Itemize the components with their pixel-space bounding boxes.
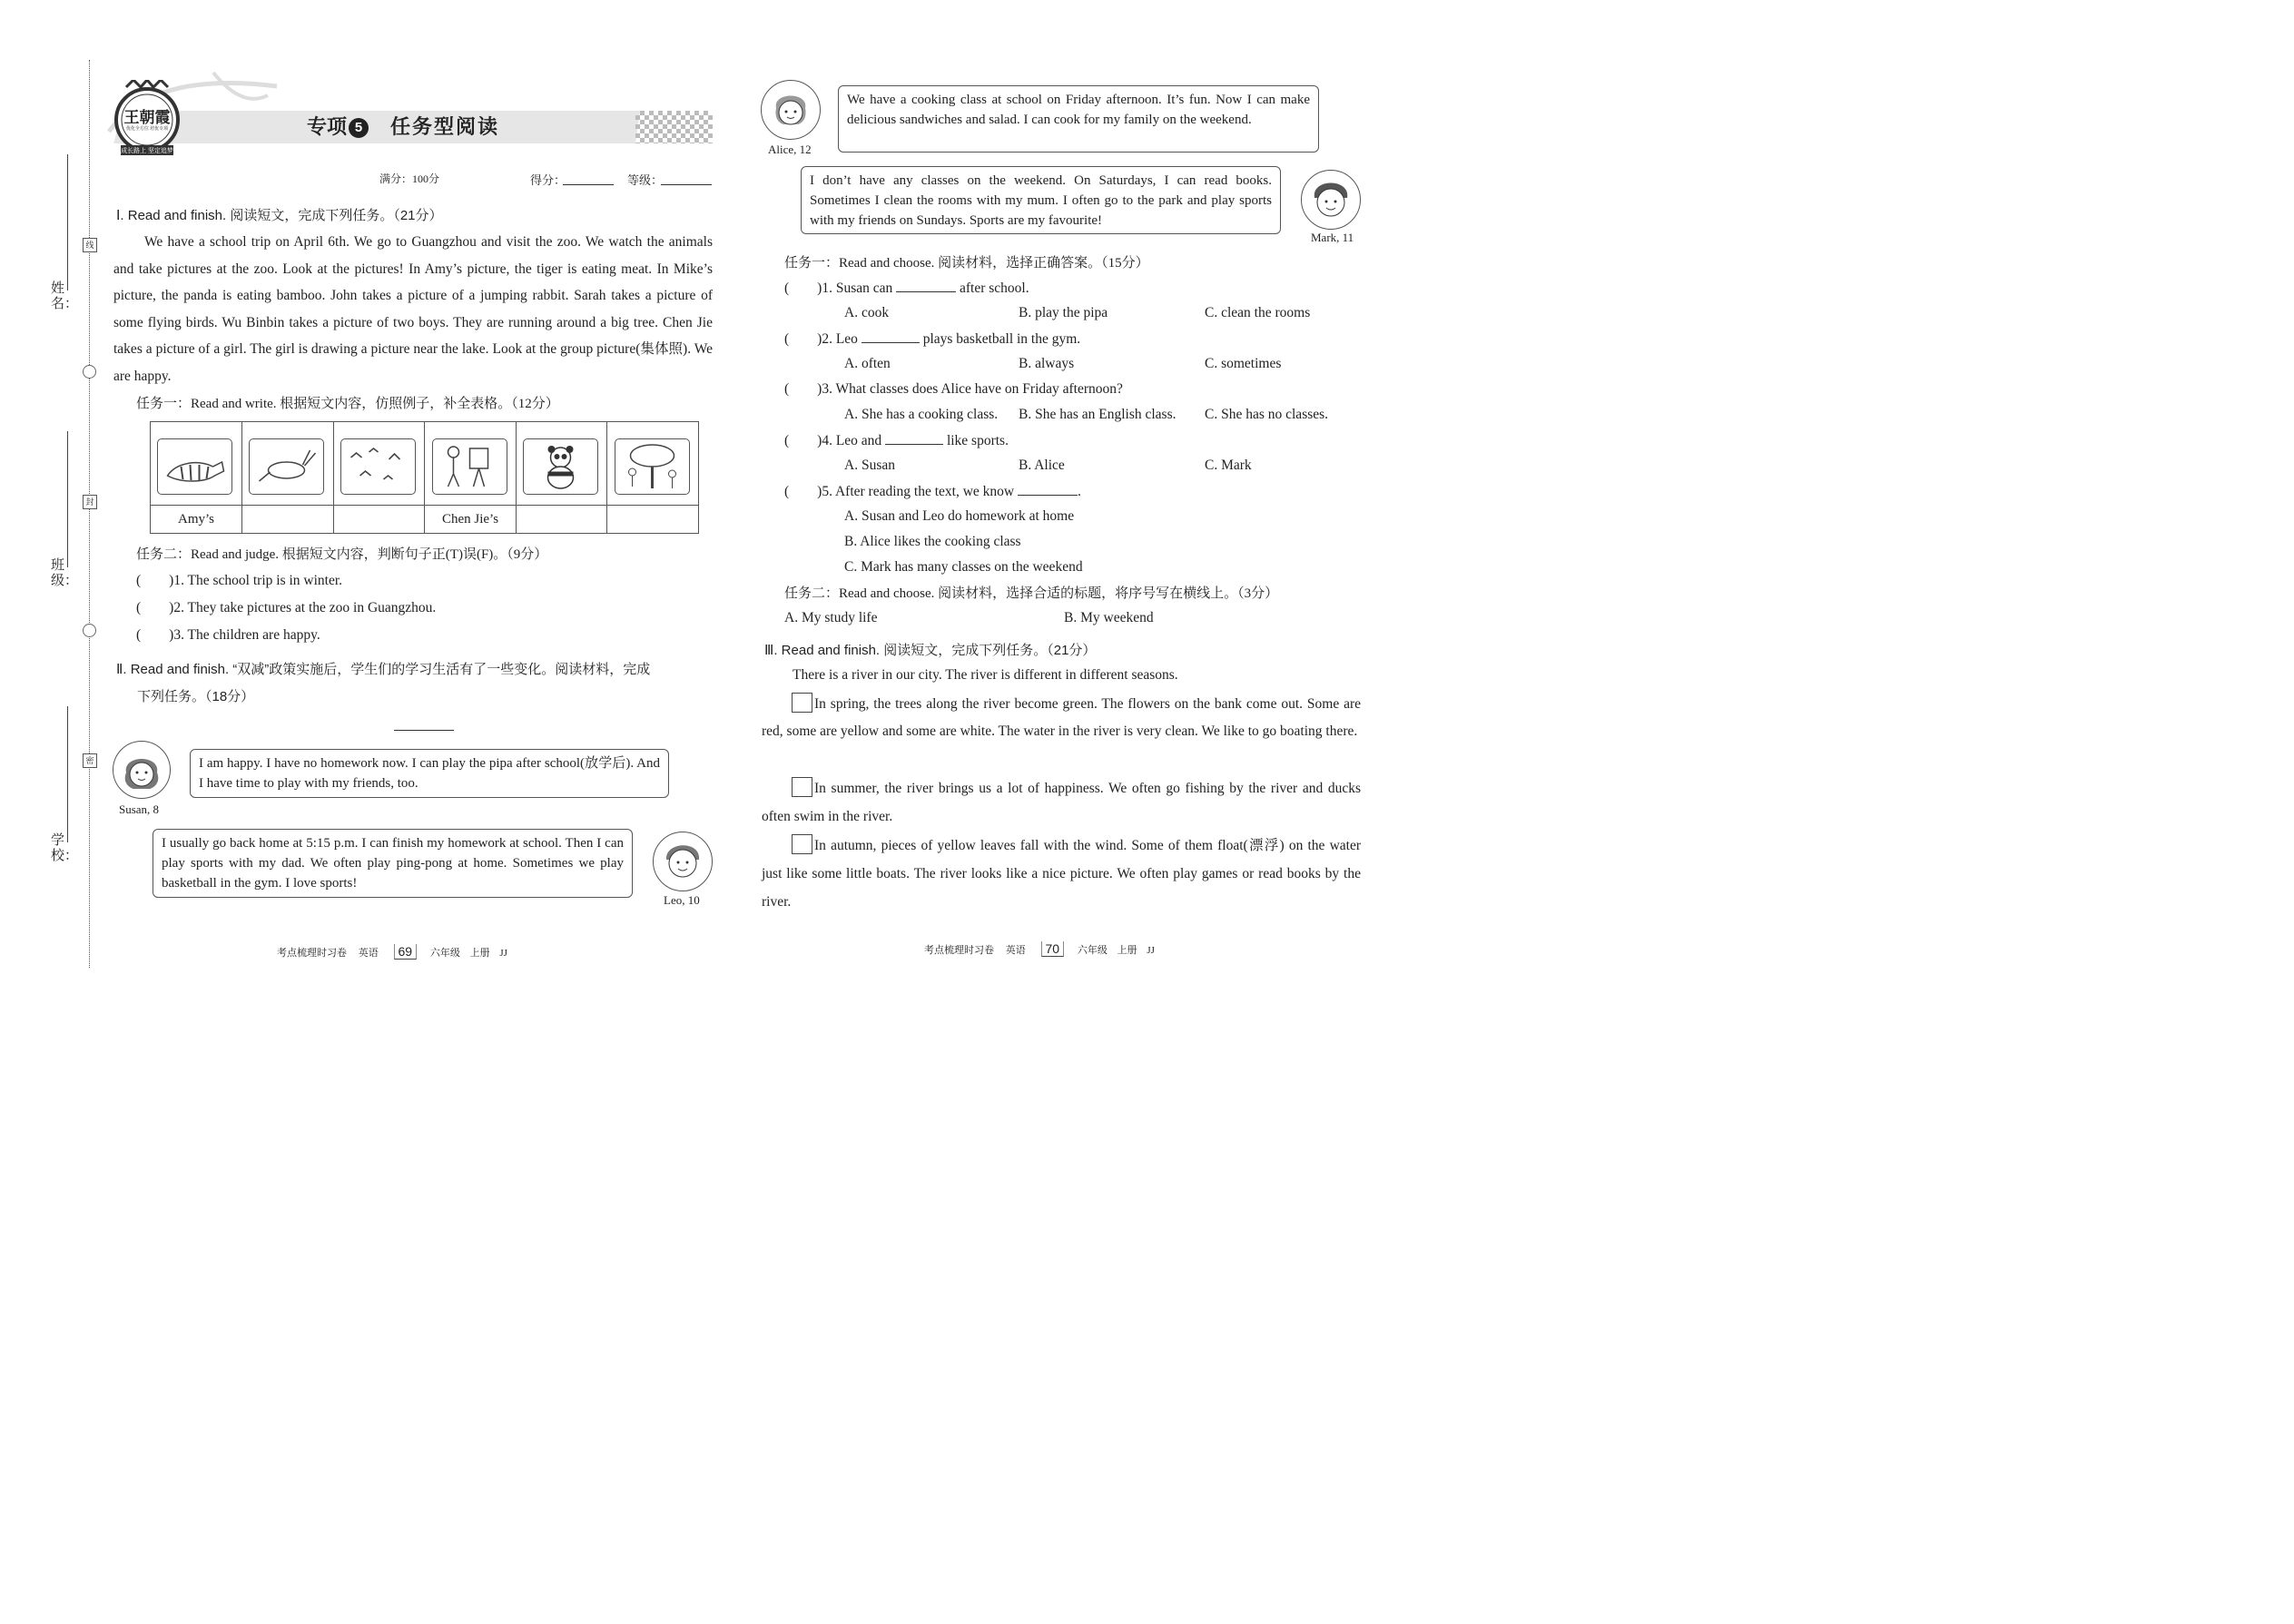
- choice-question[interactable]: [784, 380, 1123, 399]
- name-label: 姓名：: [51, 281, 79, 311]
- mark-speech-bubble: I don’t have any classes on the weekend. On Saturdays, I can read books. Sometimes I clean the rooms with my mum. I often go to the park and play sports with my friends on Sundays. Sports are my favourite!: [801, 166, 1281, 234]
- boy-face-icon: [654, 832, 712, 891]
- question-stem-end: .: [1077, 484, 1081, 499]
- option-c[interactable]: C. Mark: [1205, 458, 1252, 473]
- answer-paren[interactable]: ( ): [784, 281, 822, 296]
- alice-label: Alice, 12: [768, 143, 812, 156]
- answer-blank[interactable]: [896, 279, 956, 292]
- footer-term: 上册: [469, 948, 490, 959]
- answer-paren[interactable]: ( ): [784, 381, 822, 397]
- susan-speech-bubble: I am happy. I have no homework now. I can play the pipa after school(放学后). And I have time to play with my friends, too.: [190, 749, 669, 798]
- question-stem: 4. Leo and: [822, 433, 882, 448]
- answer-blank[interactable]: [861, 330, 920, 343]
- question-stem: 2. Leo: [822, 331, 858, 347]
- section-2-task-1: 任务一：Read and choose. 阅读材料，选择正确答案。（15分）: [784, 256, 1149, 271]
- binding-ornament-icon: [83, 624, 96, 637]
- table-answer-cell[interactable]: [334, 506, 424, 533]
- judge-item[interactable]: ( )1. The school trip is in winter.: [136, 573, 343, 588]
- option-c[interactable]: C. clean the rooms: [1205, 305, 1311, 320]
- rabbit-picture: [249, 438, 324, 495]
- title-answer-box[interactable]: [792, 834, 812, 854]
- footer-series: 考点梳理时习卷: [924, 945, 994, 956]
- section-1-heading: Ⅰ. Read and finish. 阅读短文，完成下列任务。（21分）: [116, 208, 443, 223]
- answer-paren[interactable]: ( ): [784, 433, 822, 448]
- birds-picture: [340, 438, 416, 495]
- title-option-b[interactable]: B. My weekend: [1064, 610, 1154, 625]
- alice-avatar: [761, 80, 821, 140]
- mark-label: Mark, 11: [1311, 231, 1354, 244]
- tiger-picture: [157, 438, 232, 495]
- autumn-paragraph: [762, 832, 1361, 916]
- score-field[interactable]: [563, 184, 614, 185]
- section-3-intro: There is a river in our city. The river is different in different seasons.: [793, 667, 1178, 683]
- susan-label: Susan, 8: [119, 802, 160, 816]
- page-number: 70: [1041, 941, 1065, 957]
- full-score: 满分：100分: [379, 172, 440, 185]
- option-b[interactable]: B. always: [1019, 356, 1075, 371]
- mark-avatar: [1301, 170, 1361, 230]
- section-3-heading: Ⅲ. Read and finish. 阅读短文，完成下列任务。（21分）: [764, 643, 1097, 658]
- option-c[interactable]: C. sometimes: [1205, 356, 1282, 371]
- judge-item[interactable]: ( )2. They take pictures at the zoo in Guangzhou.: [136, 600, 437, 615]
- option-b[interactable]: B. play the pipa: [1019, 305, 1108, 320]
- footer-grade: 六年级: [1077, 945, 1108, 956]
- footer-edition: JJ: [499, 948, 507, 959]
- table-cell-name: Amy’s: [177, 512, 214, 527]
- choice-question[interactable]: [784, 482, 1081, 501]
- girl-drawing-picture: [432, 438, 507, 495]
- option-a[interactable]: A. cook: [844, 305, 890, 320]
- table-cell-name: Chen Jie’s: [441, 512, 499, 527]
- class-line: [67, 431, 68, 567]
- boy-face-icon: [1302, 171, 1360, 229]
- table-answer-cell[interactable]: [242, 506, 333, 533]
- leo-speech-bubble: I usually go back home at 5:15 p.m. I can finish my homework at school. Then I can play sports with my dad. We often play ping-pong at home. Sometimes we play basketball in the gym. I love sports!: [153, 829, 633, 898]
- score-bar: [379, 171, 714, 189]
- school-line: [67, 706, 68, 842]
- leo-label: Leo, 10: [664, 893, 700, 907]
- leo-avatar: [653, 832, 713, 891]
- footer-term: 上册: [1117, 945, 1137, 956]
- worksheet-page: [0, 0, 1404, 994]
- answer-paren[interactable]: ( ): [784, 484, 822, 499]
- spring-text: In spring, the trees along the river become green. The flowers on the bank come out. Some are red, some are yellow and some are white. The water in the river is very clean. We like to go boating there.: [762, 696, 1361, 739]
- footer-edition: JJ: [1147, 945, 1155, 956]
- section-1-task-1: 任务一：Read and write. 根据短文内容，仿照例子，补全表格。（12分）: [136, 397, 559, 411]
- seal-char-xian: 线: [83, 238, 97, 252]
- table-answer-cell[interactable]: [607, 506, 698, 533]
- footer-subject: 英语: [1005, 945, 1026, 956]
- footer-subject: 英语: [358, 948, 379, 959]
- section-2-task-2: 任务二：Read and choose. 阅读材料，选择合适的标题，将序号写在横线上。（3分）: [784, 586, 1279, 601]
- grade-field[interactable]: [661, 184, 712, 185]
- panda-picture: [523, 438, 598, 495]
- option-a[interactable]: A. Susan and Leo do homework at home: [844, 508, 1075, 524]
- choice-question[interactable]: [784, 431, 1009, 450]
- footer-left: [277, 944, 507, 960]
- question-stem: 1. Susan can: [822, 281, 893, 296]
- option-b[interactable]: B. Alice likes the cooking class: [844, 534, 1021, 549]
- binding-margin: [0, 0, 100, 994]
- summer-text: In summer, the river brings us a lot of happiness. We often go fishing by the river and ducks often swim in the river.: [762, 781, 1361, 824]
- title-answer-box[interactable]: [792, 777, 812, 797]
- seal-char-mi: 密: [83, 753, 97, 768]
- alice-speech-bubble: We have a cooking class at school on Friday afternoon. It’s fun. Now I can make delicious sandwiches and salad. I can cook for my family on the weekend.: [838, 85, 1319, 153]
- name-line: [67, 154, 68, 290]
- question-stem: 5. After reading the text, we know: [822, 484, 1015, 499]
- option-a[interactable]: A. She has a cooking class.: [844, 407, 999, 422]
- title-main: 任务型阅读: [390, 115, 500, 138]
- title-number-badge: 5: [349, 118, 369, 138]
- answer-blank[interactable]: [885, 431, 943, 445]
- option-c[interactable]: C. Mark has many classes on the weekend: [844, 559, 1083, 575]
- susan-avatar: [113, 741, 171, 799]
- divider: [394, 730, 454, 731]
- option-b[interactable]: B. Alice: [1019, 458, 1065, 473]
- logo-subtext: 优化全方位 培优专项: [125, 127, 169, 132]
- option-a[interactable]: A. Susan: [844, 458, 895, 473]
- table-answer-cell[interactable]: [517, 506, 606, 533]
- boys-tree-picture: [615, 438, 690, 495]
- grade-label: 等级：: [627, 173, 664, 187]
- judge-item[interactable]: ( )3. The children are happy.: [136, 627, 320, 643]
- title-answer-box[interactable]: [792, 693, 812, 713]
- binding-ornament-icon: [83, 365, 96, 379]
- section-1-task-2: 任务二：Read and judge. 根据短文内容，判断句子正(T)误(F)。（9分）: [136, 547, 548, 562]
- footer-grade: 六年级: [429, 948, 460, 959]
- brand-logo: [113, 80, 181, 156]
- page-number: 69: [394, 944, 418, 960]
- section-2-heading-cont: 下列任务。（18分）: [137, 689, 255, 704]
- summer-paragraph: [762, 774, 1361, 831]
- binding-dotted-line: [89, 60, 90, 968]
- answer-blank[interactable]: [1018, 482, 1078, 496]
- section-2-heading: Ⅱ. Read and finish. “双减”政策实施后，学生们的学习生活有了一些变化。阅读材料，完成: [116, 662, 651, 677]
- school-label: 学校：: [51, 833, 79, 863]
- footer-right: [924, 941, 1155, 957]
- logo-slogan: 成长路上 坚定追梦: [121, 147, 173, 154]
- section-1-passage: We have a school trip on April 6th. We go to Guangzhou and visit the zoo. We watch the animals and take pictures at the zoo. Look at the pictures! In Amy’s picture, the tiger is eating meat. In Mike’s picture, the panda is eating bamboo. John takes a picture of a jumping rabbit. Sarah takes a picture of some flying birds. Wu Binbin takes a picture of two boys. They are running around a big tree. Chen Jie takes a picture of a girl. The girl is drawing a picture near the lake. Look at the group picture(集体照). We are happy.: [113, 234, 713, 384]
- picture-table: [150, 421, 699, 534]
- girl-face-icon: [113, 742, 170, 798]
- question-stem-end: after school.: [960, 281, 1029, 296]
- page-title: [307, 113, 499, 141]
- question-stem: 3. What classes does Alice have on Friday afternoon?: [822, 381, 1123, 397]
- option-b[interactable]: B. She has an English class.: [1019, 407, 1177, 422]
- question-stem-end: like sports.: [946, 433, 1009, 448]
- seal-char-feng: 封: [83, 495, 97, 509]
- option-c[interactable]: C. She has no classes.: [1205, 407, 1329, 422]
- logo-text: 王朝霞: [123, 109, 171, 127]
- spring-paragraph: [762, 691, 1361, 745]
- class-label: 班级：: [51, 558, 79, 588]
- option-a[interactable]: A. often: [844, 356, 891, 371]
- girl-face-icon: [762, 81, 820, 139]
- choice-question[interactable]: [784, 330, 1080, 349]
- autumn-text: In autumn, pieces of yellow leaves fall with the wind. Some of them float(漂浮) on the water just like some little boats. The river looks like a nice picture. We often play games or read books by the river.: [762, 838, 1361, 910]
- title-option-a[interactable]: A. My study life: [784, 610, 878, 625]
- title-prefix: 专项: [307, 115, 348, 138]
- question-stem-end: plays basketball in the gym.: [922, 331, 1081, 347]
- footer-series: 考点梳理时习卷: [277, 948, 347, 959]
- answer-paren[interactable]: ( ): [784, 331, 822, 347]
- score-label: 得分：: [530, 173, 566, 187]
- choice-question[interactable]: [784, 279, 1029, 298]
